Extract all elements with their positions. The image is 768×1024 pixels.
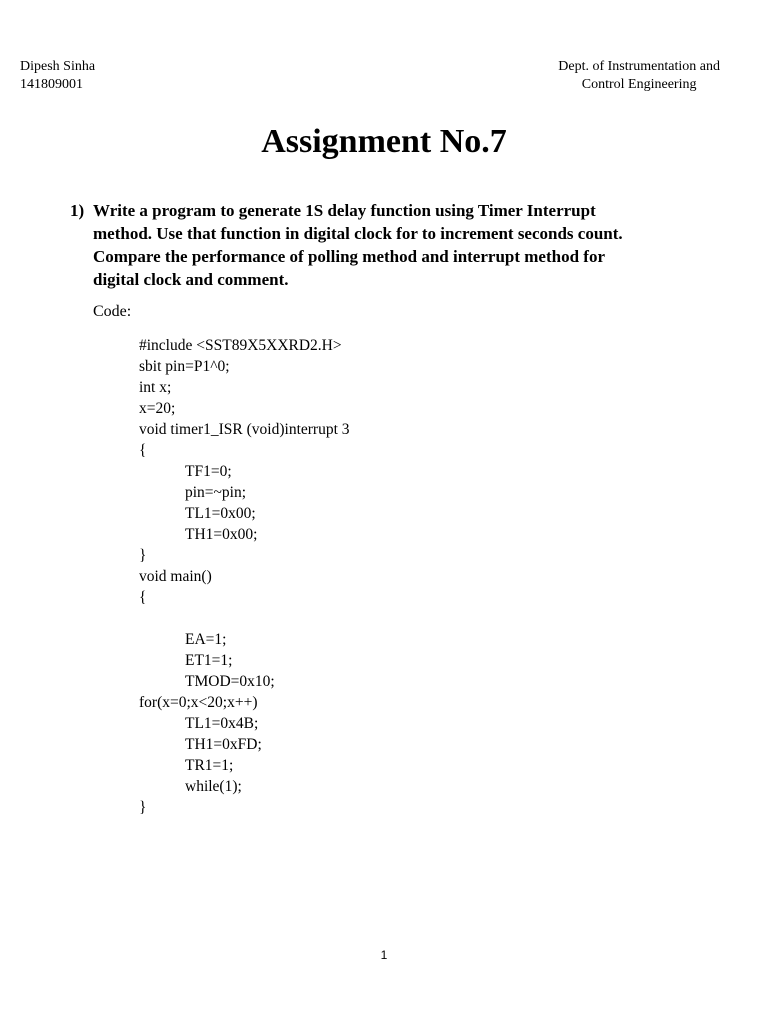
code-line: TL1=0x00; [185, 505, 256, 522]
code-label: Code: [93, 303, 132, 320]
question-line: Write a program to generate 1S delay function using Timer Interrupt [93, 201, 596, 220]
code-line: int x; [139, 379, 172, 396]
code-line: void timer1_ISR (void)interrupt 3 [139, 421, 350, 438]
question-1 [70, 199, 670, 291]
page-number: 1 [380, 948, 388, 962]
header-department-block [558, 58, 720, 94]
header-author-block [20, 58, 95, 94]
code-line: sbit pin=P1^0; [139, 358, 230, 375]
code-line: TR1=1; [185, 757, 234, 774]
code-line: { [139, 589, 147, 606]
page-title: Assignment No.7 [261, 123, 507, 160]
code-line: TMOD=0x10; [185, 673, 275, 690]
code-line: TL1=0x4B; [185, 715, 259, 732]
code-line: pin=~pin; [185, 484, 247, 501]
code-line: TH1=0xFD; [185, 736, 262, 753]
code-line: } [139, 799, 147, 816]
question-line: Compare the performance of polling method and interrupt method for [93, 247, 606, 266]
code-line: while(1); [185, 778, 242, 795]
code-line: for(x=0;x<20;x++) [139, 694, 258, 711]
question-number: 1) [70, 201, 85, 220]
code-line: EA=1; [185, 631, 227, 648]
code-line: void main() [139, 568, 212, 585]
code-line: TH1=0x00; [185, 526, 258, 543]
code-line [139, 608, 659, 629]
question-line: digital clock and comment. [93, 270, 289, 289]
code-block [139, 335, 659, 818]
code-line: TF1=0; [185, 463, 232, 480]
code-line: #include <SST89X5XXRD2.H> [139, 337, 342, 354]
department-line-1: Dept. of Instrumentation and [558, 59, 720, 74]
code-line: ET1=1; [185, 652, 233, 669]
roll-number: 141809001 [20, 77, 83, 92]
code-line: } [139, 547, 147, 564]
question-text [93, 199, 670, 291]
author-name: Dipesh Sinha [20, 59, 96, 74]
code-line: { [139, 442, 147, 459]
code-line: x=20; [139, 400, 176, 417]
department-line-2: Control Engineering [581, 77, 697, 92]
question-line: method. Use that function in digital clock for to increment seconds count. [93, 224, 623, 243]
